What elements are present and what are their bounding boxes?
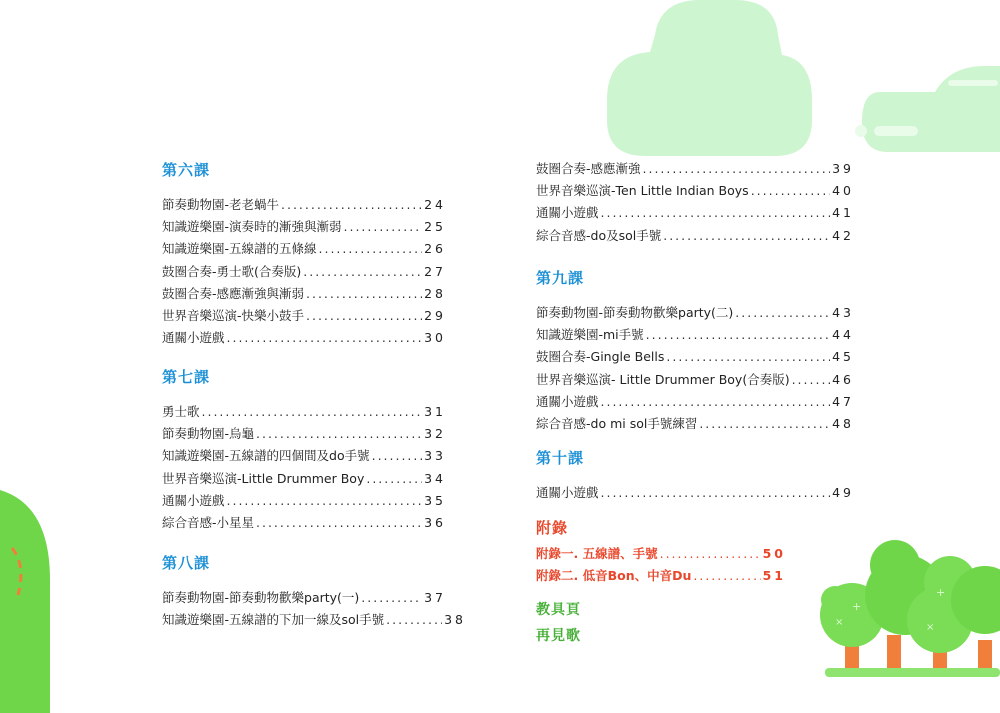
toc-entry[interactable]: 知識遊樂園-五線譜的四個間及do手號 ..... 33 <box>162 445 446 467</box>
toc-entry[interactable]: 綜合音感-do及sol手號 ..... 42 <box>536 225 854 247</box>
toc-entry[interactable]: 鼓圈合奏-感應漸強 ..... 39 <box>536 158 854 180</box>
goodbye-song-link[interactable]: 再見歌 <box>536 628 581 644</box>
toc-entry[interactable]: 鼓圈合奏-勇士歌(合奏版) ..... 27 <box>162 261 446 283</box>
cloud-illustration-right <box>855 66 1000 152</box>
svg-text:+: + <box>936 586 946 599</box>
toc-entry[interactable]: 節奏動物園-節奏動物歡樂party(一) ..... 37 <box>162 587 446 609</box>
appendix-heading: 附錄 <box>536 519 569 537</box>
toc-entry[interactable]: 通關小遊戲 ..... 47 <box>536 391 854 413</box>
toc-entry[interactable]: 節奏動物園-烏龜 ..... 32 <box>162 423 446 445</box>
appendix-entry[interactable]: 附錄二. 低音Bon、中音Du ..... 51 <box>536 565 786 587</box>
lesson-6-heading: 第六課 <box>162 161 211 179</box>
toc-entry[interactable]: 通關小遊戲 ..... 49 <box>536 482 854 504</box>
toc-entry[interactable]: 節奏動物園-老老蝸牛 ..... 24 <box>162 194 446 216</box>
lesson-6-section <box>162 160 446 349</box>
lesson-9-heading: 第九課 <box>536 269 585 287</box>
extras-section <box>536 597 656 649</box>
toc-entry[interactable]: 世界音樂巡演- Little Drummer Boy(合奏版) ..... 46 <box>536 369 854 391</box>
appendix-section <box>536 517 786 587</box>
svg-text:×: × <box>926 622 935 633</box>
cloud-illustration <box>607 0 812 156</box>
lesson-7-heading: 第七課 <box>162 368 211 386</box>
appendix-entry[interactable]: 附錄一. 五線譜、手號 ..... 50 <box>536 543 786 565</box>
toc-entry[interactable]: 通關小遊戲 ..... 41 <box>536 202 854 224</box>
lesson-8-heading: 第八課 <box>162 554 211 572</box>
toc-entry[interactable]: 節奏動物園-節奏動物歡樂party(二) ..... 43 <box>536 302 854 324</box>
toc-entry[interactable]: 知識遊樂園-五線譜的下加一線及sol手號 ..... 38 <box>162 609 466 631</box>
svg-text:+: + <box>852 600 862 613</box>
toc-entry[interactable]: 鼓圈合奏-Gingle Bells ..... 45 <box>536 346 854 368</box>
toc-entry[interactable]: 世界音樂巡演-快樂小鼓手 ..... 29 <box>162 305 446 327</box>
lesson-10-heading: 第十課 <box>536 449 585 467</box>
lesson-10-section <box>536 448 854 504</box>
svg-text:×: × <box>835 617 844 628</box>
toc-entry[interactable]: 世界音樂巡演-Ten Little Indian Boys ..... 40 <box>536 180 854 202</box>
lesson-7-section <box>162 367 446 534</box>
toc-entry[interactable]: 知識遊樂園-mi手號 ..... 44 <box>536 324 854 346</box>
toc-entry[interactable]: 綜合音感-do mi sol手號練習 ..... 48 <box>536 413 854 435</box>
toc-entry[interactable]: 鼓圈合奏-感應漸強與漸弱 ..... 28 <box>162 283 446 305</box>
toc-entry[interactable]: 知識遊樂園-演奏時的漸強與漸弱 ..... 25 <box>162 216 446 238</box>
toc-entry[interactable]: 通關小遊戲 ..... 35 <box>162 490 446 512</box>
toc-entry[interactable]: 勇士歌 ..... 31 <box>162 401 446 423</box>
lesson-8-section <box>162 553 466 631</box>
lesson-8-continued <box>536 158 854 247</box>
toc-entry[interactable]: 世界音樂巡演-Little Drummer Boy ..... 34 <box>162 468 446 490</box>
lesson-9-section <box>536 268 854 435</box>
toc-entry[interactable]: 綜合音感-小星星 ..... 36 <box>162 512 446 534</box>
trees-illustration <box>820 540 1000 677</box>
hill-illustration <box>0 490 50 713</box>
toc-entry[interactable]: 通關小遊戲 ..... 30 <box>162 327 446 349</box>
toc-entry[interactable]: 知識遊樂園-五線譜的五條線 ..... 26 <box>162 238 446 260</box>
teaching-aids-link[interactable]: 教具頁 <box>536 602 581 618</box>
